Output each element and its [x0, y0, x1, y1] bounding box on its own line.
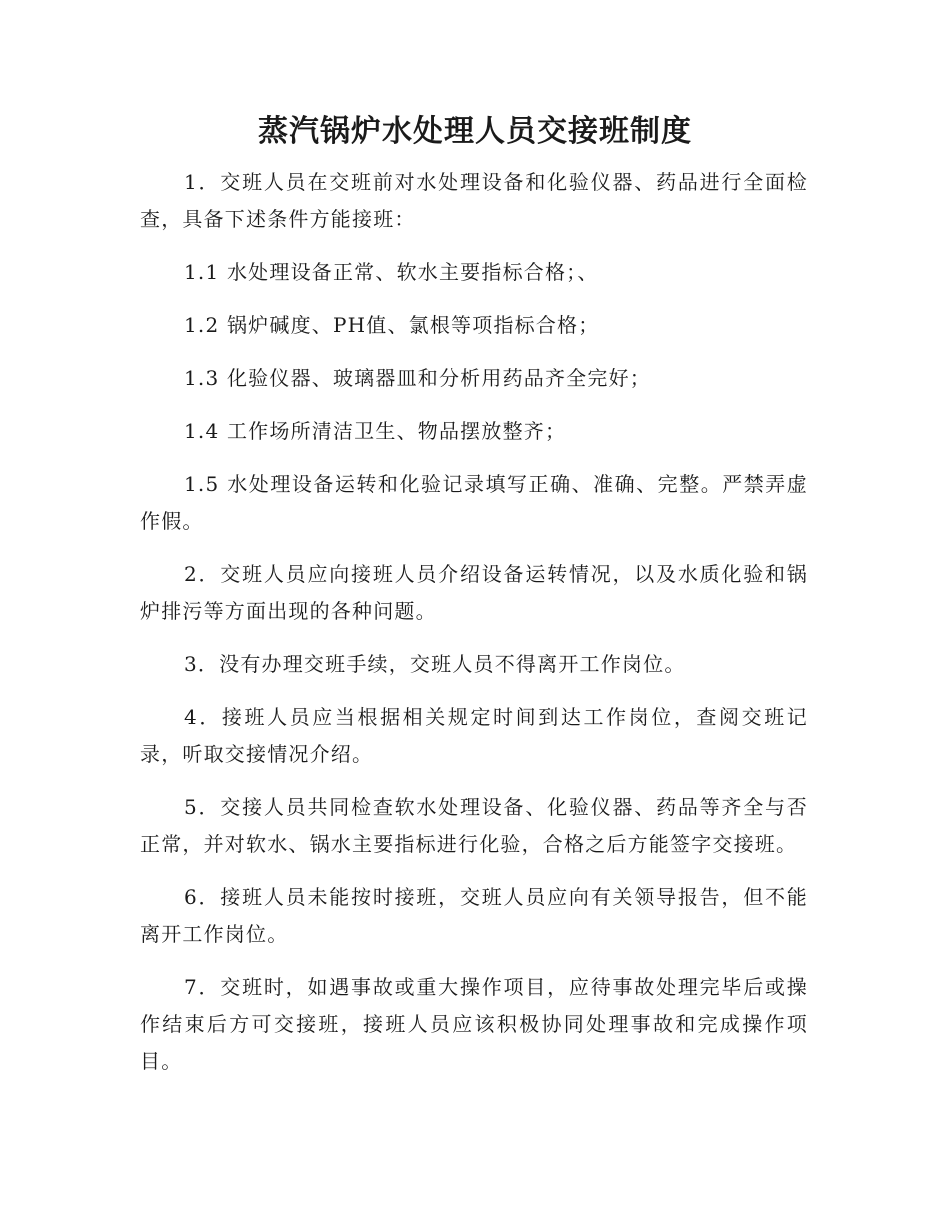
paragraph: 1.4 工作场所清洁卫生、物品摆放整齐；	[184, 419, 567, 443]
paragraph: 1.1 水处理设备正常、软水主要指标合格；、	[184, 260, 599, 284]
paragraph: 1．交班人员在交班前对水处理设备和化验仪器、药品进行全面检查，具备下述条件方能接班：	[140, 170, 808, 231]
paragraph: 2．交班人员应向接班人员介绍设备运转情况，以及水质化验和锅炉排污等方面出现的各种问题。	[140, 562, 808, 623]
paragraph: 5．交接人员共同检查软水处理设备、化验仪器、药品等齐全与否正常，并对软水、锅水主要指标进行化验，合格之后方能签字交接班。	[140, 795, 808, 856]
paragraph: 1.2 锅炉碱度、PH值、氯根等项指标合格；	[184, 313, 600, 337]
paragraph: 1.3 化验仪器、玻璃器皿和分析用药品齐全完好；	[184, 366, 651, 390]
paragraph: 7．交班时，如遇事故或重大操作项目，应待事故处理完毕后或操作结束后方可交接班，接班人员应该积极协同处理事故和完成操作项目。	[140, 975, 808, 1073]
paragraph: 6．接班人员未能按时接班，交班人员应向有关领导报告，但不能离开工作岗位。	[140, 885, 808, 946]
paragraph: 4．接班人员应当根据相关规定时间到达工作岗位，查阅交班记录，听取交接情况介绍。	[140, 705, 808, 766]
paragraph: 1.5 水处理设备运转和化验记录填写正确、准确、完整。严禁弄虚作假。	[140, 472, 808, 533]
document-title: 蒸汽锅炉水处理人员交接班制度	[258, 114, 692, 149]
document-body	[140, 164, 808, 1096]
paragraph: 3．没有办理交班手续，交班人员不得离开工作岗位。	[184, 652, 686, 676]
